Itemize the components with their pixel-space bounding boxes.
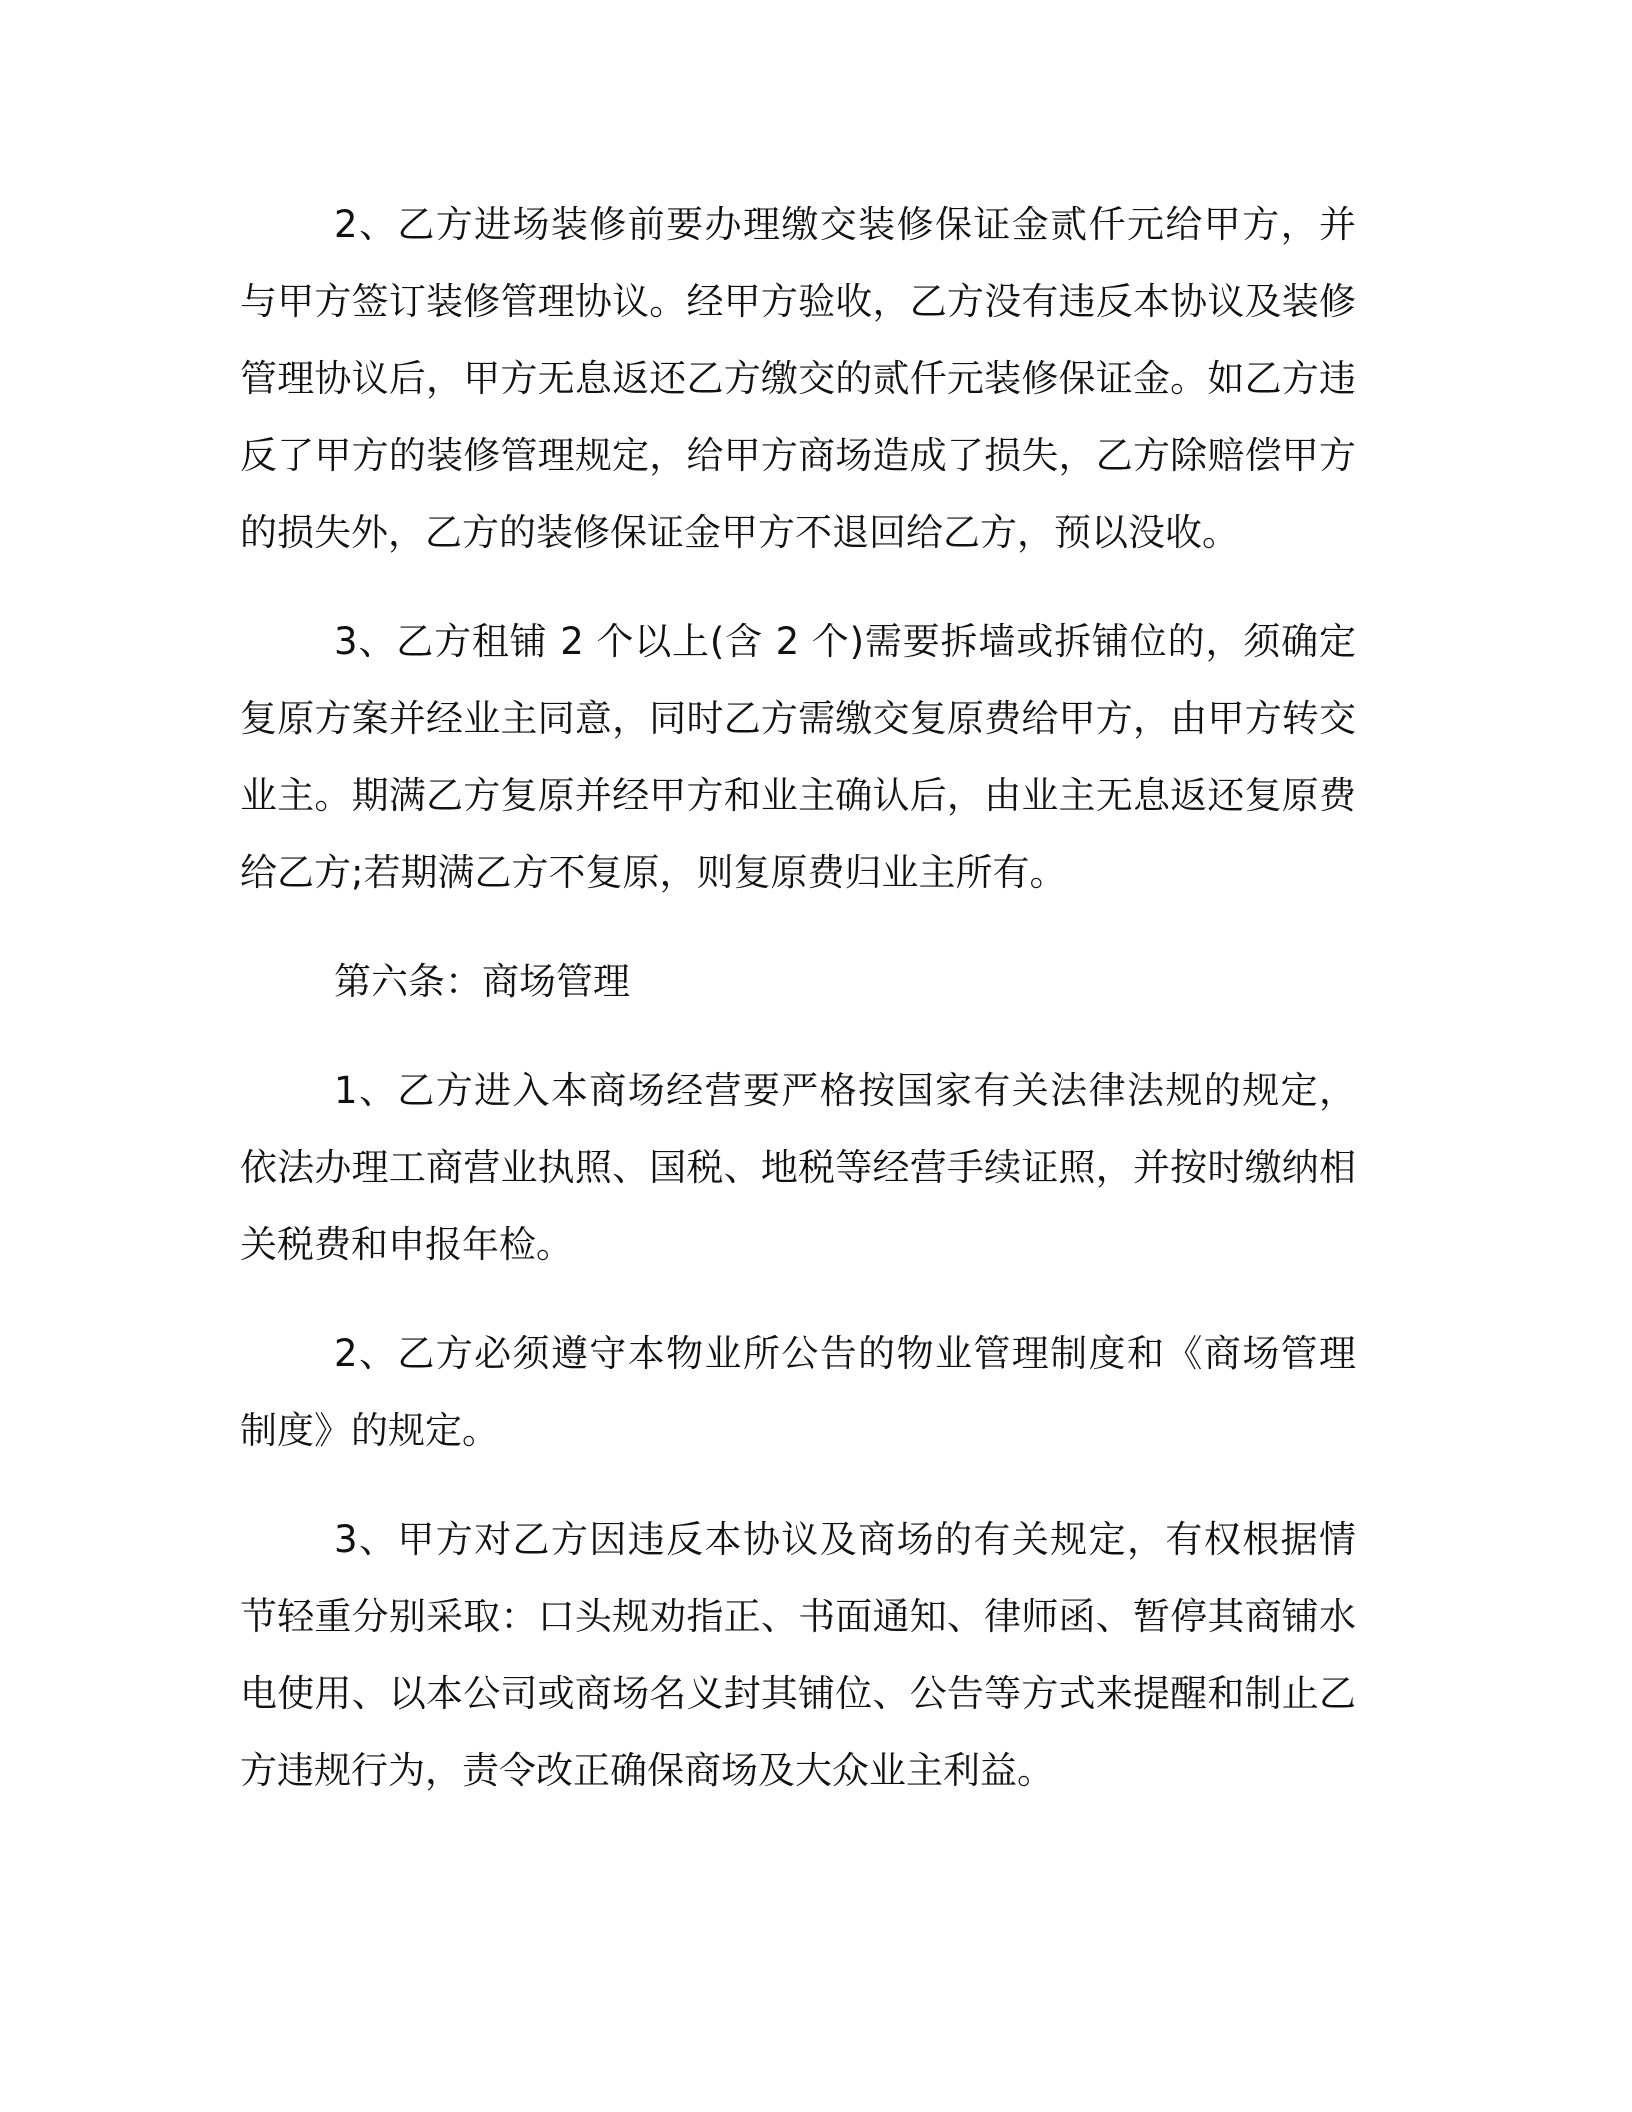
paragraph-penalties: 3、甲方对乙方因违反本协议及商场的有关规定，有权根据情节轻重分别采取：口头规劝指正、书面通知、律师函、暂停其商铺水电使用、以本公司或商场名义封其铺位、公告等方式来提醒和制止乙方违规行为，责令改正确保商场及大众业主利益。 xyxy=(240,1518,1356,1792)
paragraph-business-license: 1、乙方进入本商场经营要严格按国家有关法律法规的规定，依法办理工商营业执照、国税、地税等经营手续证照，并按时缴纳相关税费和申报年检。 xyxy=(240,1069,1356,1266)
section-heading-mall-management: 第六条：商场管理 xyxy=(334,960,630,1003)
paragraph-decoration-deposit: 2、乙方进场装修前要办理缴交装修保证金贰仟元给甲方，并与甲方签订装修管理协议。经甲方验收，乙方没有违反本协议及装修管理协议后，甲方无息返还乙方缴交的贰仟元装修保证金。如乙方违反了甲方的装修管理规定，给甲方商场造成了损失，乙方除赔偿甲方的损失外，乙方的装修保证金甲方不退回给乙方，预以没收。 xyxy=(240,203,1356,554)
paragraph-restoration-fee: 3、乙方租铺 2 个以上(含 2 个)需要拆墙或拆铺位的，须确定复原方案并经业主同意，同时乙方需缴交复原费给甲方，由甲方转交业主。期满乙方复原并经甲方和业主确认后，由业主无息返还复原费给乙方;若期满乙方不复原，则复原费归业主所有。 xyxy=(240,620,1356,894)
paragraph-comply-rules: 2、乙方必须遵守本物业所公告的物业管理制度和《商场管理制度》的规定。 xyxy=(240,1332,1356,1452)
document-body xyxy=(240,186,1356,1841)
